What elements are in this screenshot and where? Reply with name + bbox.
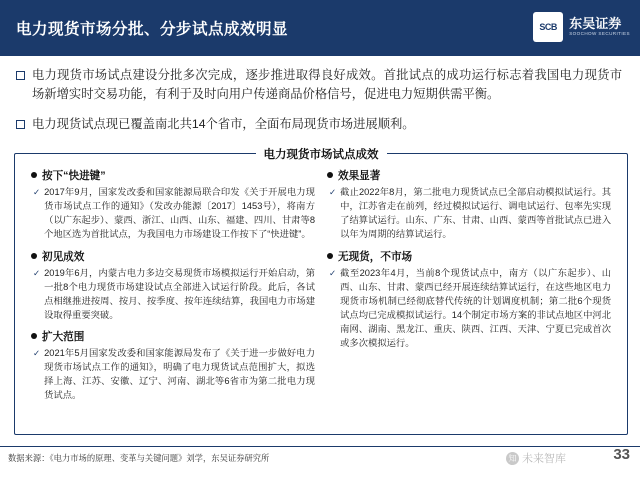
check-icon: ✓ xyxy=(329,267,337,278)
section-heading-label: 初见成效 xyxy=(42,250,85,263)
section-heading xyxy=(327,168,611,183)
list-item-text: 2017年9月，国家发改委和国家能源局联合印发《关于开展电力现货市场试点工作的通知》（发改办能源〔2017〕1453号），将南方（以广东起步）、蒙西、浙江、山西、山东、福建、四川、甘肃等8个地区选为首批试点，为我国电力市场建设工作按下了“快进键”。 xyxy=(44,187,315,240)
section-heading-label: 按下“快进键” xyxy=(42,170,106,182)
bullet-text: 电力现货市场试点建设分批多次完成，逐步推进取得良好成效。首批试点的成功运行标志着我国电力现货市场新增实时交易功能，有利于及时向用户传递商品价格信号，促进电力短期供需平衡。 xyxy=(32,68,622,102)
section-heading-label: 效果显著 xyxy=(338,170,381,182)
list-item xyxy=(33,266,315,323)
bullet-item xyxy=(16,115,622,134)
section-heading-label: 扩大范围 xyxy=(42,331,85,343)
list-item xyxy=(329,185,611,242)
section-heading xyxy=(31,329,315,344)
section-heading xyxy=(31,168,315,183)
check-icon: ✓ xyxy=(33,187,41,197)
box-left-column xyxy=(25,168,321,410)
check-icon: ✓ xyxy=(33,267,41,278)
page-number: 33 xyxy=(613,446,630,463)
watermark-label: 未来智库 xyxy=(522,453,566,465)
list-item xyxy=(33,185,315,242)
list-item xyxy=(33,346,315,403)
dot-bullet-icon xyxy=(327,253,333,259)
square-bullet-icon xyxy=(16,71,25,80)
check-icon: ✓ xyxy=(329,187,337,197)
logo-english-name: SOOCHOW SECURITIES xyxy=(569,31,630,37)
logo-chinese-name: 东吴证券 xyxy=(569,16,622,32)
company-logo xyxy=(533,12,630,42)
section-heading xyxy=(31,249,315,264)
list-item-text: 截至2023年4月，当前8个现货试点中，南方（以广东起步）、山西、山东、甘肃、蒙西已经开展连续结算试运行，在这些地区电力现货市场机制已经彻底替代传统的计划调度机制；第二批6个现货试点均已完成模拟试运行。14个制定市场方案的非试点地区中河北南网、湖南、黑龙江、重庆、陕西、江西、天津、宁夏已完成首次或多次模拟运行。 xyxy=(340,267,611,349)
bullet-text: 电力现货试点现已覆盖南北共14个省市，全面布局现货市场进展顺利。 xyxy=(32,116,415,131)
source-note: 数据来源：《电力市场的原理、变革与关键问题》刘学，东吴证券研究所 xyxy=(8,453,270,463)
footer-divider xyxy=(0,446,640,447)
list-item xyxy=(329,266,611,351)
section-heading xyxy=(327,249,611,264)
box-title xyxy=(15,145,627,163)
dot-bullet-icon xyxy=(31,253,37,259)
check-icon: ✓ xyxy=(33,348,41,358)
list-item-text: 2019年6月，内蒙古电力多边交易现货市场模拟运行开始启动，第一批8个电力现货市场建设试点全部进入试运行阶段。此后，各试点相继推进按周、按月、按季度、按年连续结算，我国电力市场建设取得重要突破。 xyxy=(44,267,315,320)
logo-mark-icon xyxy=(533,12,563,42)
section-heading-label: 无现货，不市场 xyxy=(338,250,413,263)
square-bullet-icon xyxy=(16,120,25,129)
dot-bullet-icon xyxy=(31,172,37,178)
watermark-icon: 知 xyxy=(506,452,519,465)
bullet-item xyxy=(16,66,622,105)
dot-bullet-icon xyxy=(31,333,37,339)
list-item-text: 2021年5月国家发改委和国家能源局发布了《关于进一步做好电力现货市场试点工作的通知》，明确了电力现货试点范围扩大，拟选择上海、江苏、安徽、辽宁、河南、湖北等6省市为第二批电力现货试点。 xyxy=(44,348,315,401)
box-title-label: 电力现货市场试点成效 xyxy=(256,149,387,161)
highlight-box xyxy=(14,149,628,435)
box-right-column xyxy=(321,168,617,410)
logo-mark-label: SCB xyxy=(539,22,557,32)
dot-bullet-icon xyxy=(327,172,333,178)
watermark xyxy=(506,450,566,466)
list-item-text: 截止2022年8月，第二批电力现货试点已全部启动模拟试运行。其中，江苏省走在前列，经过模拟试运行、调电试运行、包率先实现了结算试运行。山东、广东、甘肃、山西、蒙西等首批试点已进入以年为周期的结算试运行。 xyxy=(340,187,611,240)
main-content xyxy=(0,56,640,134)
page-title: 电力现货市场分批、分步试点成效明显 xyxy=(16,21,289,38)
slide-header xyxy=(0,0,640,56)
